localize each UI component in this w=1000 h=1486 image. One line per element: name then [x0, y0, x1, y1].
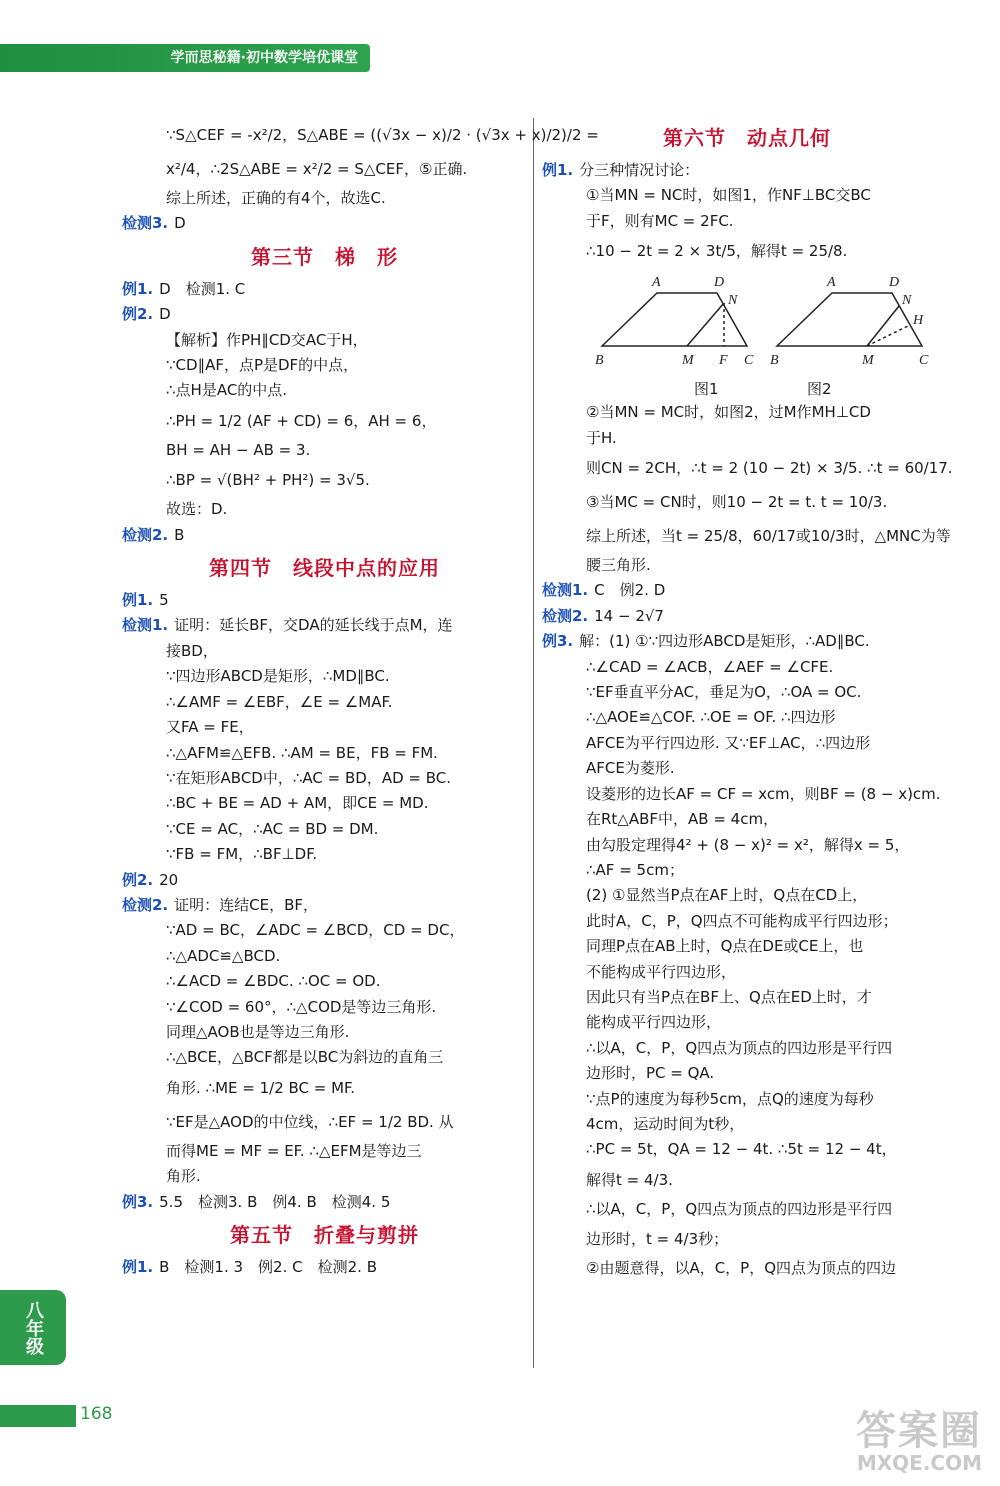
section-title: 第四节 线段中点的应用: [209, 556, 440, 581]
line-text: ∴∠CAD = ∠ACB，∠AEF = ∠CFE.: [586, 657, 834, 676]
line-text: 又FA = FE，: [166, 718, 254, 737]
text-line: [542, 731, 952, 756]
watermark-logo-text: 答案圈: [856, 1408, 982, 1454]
line-text: ∵CE = AC，∴AC = BD = DM.: [166, 819, 379, 838]
figure-2: [777, 293, 922, 346]
line-text: AFCE为菱形.: [586, 759, 675, 778]
left-column: [122, 118, 599, 1280]
text-line: [542, 909, 952, 934]
text-line: [542, 183, 952, 208]
text-line: [122, 995, 527, 1020]
text-line: [122, 404, 527, 438]
text-line: [122, 497, 527, 522]
fig2-label-b: B: [770, 353, 779, 369]
line-text: 证明：连结CE，BF，: [174, 895, 319, 914]
line-text: D 检测1. C: [159, 279, 246, 298]
text-line: [122, 1071, 527, 1105]
text-line: [542, 705, 952, 730]
watermark: [812, 1410, 982, 1480]
fig1-label-c: C: [744, 353, 754, 369]
line-text: 14 − 2√7: [594, 606, 664, 625]
line-text: 边形时，t = 4/3秒；: [586, 1230, 729, 1249]
line-text: ∴AF = 5cm；: [586, 860, 684, 879]
line-text: 设菱形的边长AF = CF = xcm，则BF = (8 − x)cm.: [586, 784, 941, 803]
footer-bar: [0, 1405, 76, 1427]
text-line: [122, 438, 527, 463]
series-header: 学而思秘籍·初中数学培优课堂: [0, 44, 370, 72]
fig2-label-a: A: [827, 275, 836, 291]
text-line: [122, 1255, 527, 1280]
text-line: [122, 523, 527, 548]
text-line: [122, 1164, 527, 1189]
text-line: [542, 629, 952, 654]
line-text: 同理P点在AB上时，Q点在DE或CE上，也: [586, 937, 864, 956]
line-text: ②由题意得，以A，C，P，Q四点为顶点的四边: [586, 1259, 897, 1278]
text-line: [122, 328, 527, 353]
text-line: [122, 868, 527, 893]
text-line: [542, 1010, 952, 1035]
line-text: 角形.: [166, 1167, 201, 1186]
text-line: [542, 960, 952, 985]
line-text: 5.5 检测3. B 例4. B 检测4. 5: [159, 1192, 391, 1211]
fig2-label-n: N: [902, 293, 912, 309]
text-line: [542, 833, 952, 858]
line-text: 证明：延长BF，交DA的延长线于点M，连: [174, 616, 453, 635]
line-text: ∴△ADC≌△BCD.: [166, 946, 281, 965]
text-line: [122, 1139, 527, 1164]
line-text: ③当MC = CN时，则10 − 2t = t. t = 10/3.: [586, 493, 888, 512]
caption-figure-2: 图2: [807, 380, 832, 399]
question-label: 例1.: [122, 279, 154, 298]
text-line: [542, 426, 952, 451]
text-line: [122, 969, 527, 994]
line-text: ∵四边形ABCD是矩形，∴MD∥BC.: [166, 667, 390, 686]
text-line: [542, 578, 952, 603]
line-text: ∵FB = FM，∴BF⊥DF.: [166, 845, 318, 864]
text-line: [542, 400, 952, 425]
line-text: 20: [159, 870, 179, 889]
line-text: ∴BC + BE = AD + AM，即CE = MD.: [166, 794, 429, 813]
text-line: [122, 1020, 527, 1045]
line-text: 综上所述，当t = 25/8，60/17或10/3时，△MNC为等: [586, 527, 951, 546]
text-line: [542, 209, 952, 234]
line-text: D: [159, 305, 171, 324]
line-text: 于H.: [586, 428, 617, 447]
text-line: [122, 741, 527, 766]
text-line: [542, 807, 952, 832]
text-line: [122, 639, 527, 664]
text-line: [542, 985, 952, 1010]
question-label: 例3.: [542, 632, 574, 651]
line-text: 不能构成平行四边形，: [586, 962, 737, 981]
line-text: ∴BP = √(BH² + PH²) = 3√5.: [166, 471, 370, 490]
line-text: ∵在矩形ABCD中，∴AC = BD，AD = BC.: [166, 768, 452, 787]
line-text: ∴∠ACD = ∠BDC. ∴OC = OD.: [166, 972, 381, 991]
question-label: 例2.: [122, 305, 154, 324]
fig1-label-f: F: [719, 353, 728, 369]
line-text: 综上所述，正确的有4个，故选C.: [166, 189, 386, 207]
question-label: 例1.: [122, 591, 154, 610]
line-text: 故选：D.: [166, 500, 228, 519]
fig2-label-d: D: [889, 275, 900, 291]
line-text: 角形. ∴ME = 1/2 BC = MF.: [166, 1078, 356, 1097]
line-text: 解得t = 4/3.: [586, 1170, 673, 1189]
text-line: [542, 451, 952, 485]
fig2-label-m: M: [862, 353, 874, 369]
fig1-label-d: D: [714, 275, 725, 291]
question-label: 检测3.: [122, 214, 169, 233]
line-text: 腰三角形.: [586, 556, 651, 575]
question-label: 检测1.: [122, 616, 169, 635]
line-text: 因此只有当P点在BF上、Q点在ED上时，才: [586, 987, 872, 1006]
text-line: [122, 944, 527, 969]
text-line: [122, 766, 527, 791]
fig2-segment-mn: [867, 306, 899, 346]
question-label: 检测1.: [542, 581, 589, 600]
text-line: [122, 842, 527, 867]
fig1-label-n: N: [728, 293, 738, 309]
line-text: 边形时，PC = QA.: [586, 1064, 715, 1083]
line-text: ∵点P的速度为每秒5cm，点Q的速度为每秒: [586, 1089, 874, 1108]
fig1-segment-mn: [687, 303, 724, 346]
text-line: [122, 893, 527, 918]
text-line: [542, 519, 952, 553]
text-line: [542, 485, 952, 519]
fig1-label-a: A: [652, 275, 661, 291]
text-line: [122, 715, 527, 740]
text-line: [122, 378, 527, 403]
line-text: ①当MN = NC时，如图1，作NF⊥BC交BC: [586, 186, 871, 205]
text-line: [542, 1061, 952, 1086]
line-text: 能构成平行四边形，: [586, 1013, 722, 1032]
line-text: ∵EF垂直平分AC，垂足为O，∴OA = OC.: [586, 683, 862, 702]
line-text: 分三种情况讨论：: [579, 161, 700, 179]
text-line: [542, 1163, 952, 1197]
line-text: (2) ①显然当P点在AF上时，Q点在CD上，: [586, 886, 868, 905]
text-line: [122, 211, 527, 236]
text-line: [542, 1137, 952, 1162]
line-text: 【解析】作PH∥CD交AC于H，: [166, 330, 368, 349]
text-line: [122, 463, 527, 497]
fig1-trapezoid: [602, 293, 747, 346]
line-text: ∴10 − 2t = 2 × 3t/5，解得t = 25/8.: [586, 242, 848, 261]
fig2-segment-mh: [867, 325, 910, 346]
text-line: [122, 118, 599, 152]
text-line: [542, 604, 952, 629]
text-line: [122, 277, 527, 302]
text-line: [122, 791, 527, 816]
text-line: [542, 756, 952, 781]
question-label: 例1.: [542, 161, 574, 179]
question-label: 检测2.: [122, 895, 169, 914]
right-lines-after-figure: [542, 400, 952, 1281]
text-line: [542, 782, 952, 807]
text-line: [122, 302, 527, 327]
fig2-trapezoid: [777, 293, 922, 346]
text-line: [542, 1036, 952, 1061]
line-text: 接BD，: [166, 641, 218, 660]
text-line: [122, 1190, 527, 1215]
line-text: C 例2. D: [594, 581, 666, 600]
line-text: ∵CD∥AF，点P是DF的中点，: [166, 356, 359, 375]
line-text: AFCE为平行四边形. 又∵EF⊥AC，∴四边形: [586, 733, 871, 752]
text-line: [122, 690, 527, 715]
line-text: 而得ME = MF = EF. ∴△EFM是等边三: [166, 1141, 422, 1160]
line-text: ∵∠COD = 60°，∴△COD是等边三角形.: [166, 997, 437, 1016]
line-text: ∴△AFM≌△EFB. ∴AM = BE，FB = FM.: [166, 743, 438, 762]
line-text: ∴点H是AC的中点.: [166, 381, 288, 400]
line-text: ∵AD = BC，∠ADC = ∠BCD，CD = DC，: [166, 921, 465, 940]
line-text: 5: [159, 591, 169, 610]
fig1-label-b: B: [595, 353, 604, 369]
fig2-label-h: H: [913, 313, 924, 329]
question-label: 检测2.: [542, 606, 589, 625]
line-text: ∴以A，C，P，Q四点为顶点的四边形是平行四: [586, 1199, 893, 1218]
grade-tab: 八年级: [0, 1290, 66, 1365]
line-text: ②当MN = MC时，如图2，过M作MH⊥CD: [586, 403, 871, 422]
text-line: [122, 588, 527, 613]
question-label: 例3.: [122, 1192, 154, 1211]
column-divider: [533, 118, 534, 1368]
line-text: 解：(1) ①∵四边形ABCD是矩形，∴AD∥BC.: [579, 632, 870, 651]
line-text: B: [174, 525, 185, 544]
section-title: 第三节 梯 形: [251, 244, 398, 269]
text-line: [122, 186, 527, 211]
figure-1: [602, 293, 747, 346]
fig2-label-c: C: [919, 353, 929, 369]
text-line: [542, 655, 952, 680]
line-text: ∵S△CEF = -x²/2，S△ABE = ((√3x − x)/2 · (√3x + x)/2)/2 =: [166, 126, 599, 144]
line-text: ∵EF是△AOD的中位线，∴EF = 1/2 BD. 从: [166, 1112, 454, 1131]
text-line: [122, 613, 527, 638]
line-text: D: [174, 214, 186, 233]
trapezoid-figures: [542, 268, 952, 378]
section-title: 第五节 折叠与剪拼: [230, 1223, 419, 1247]
text-line: [122, 664, 527, 689]
text-line: [542, 1112, 952, 1137]
page-number: 168: [80, 1404, 113, 1424]
line-text: B 检测1. 3 例2. C 检测2. B: [159, 1258, 377, 1276]
fig1-label-m: M: [682, 353, 694, 369]
question-label: 检测2.: [122, 525, 169, 544]
text-line: [122, 152, 527, 186]
text-line: [122, 1105, 527, 1139]
text-line: [542, 1087, 952, 1112]
line-text: 在Rt△ABF中，AB = 4cm，: [586, 810, 779, 829]
watermark-url: MXQE.COM: [856, 1451, 982, 1475]
line-text: ∴PH = 1/2 (AF + CD) = 6，AH = 6，: [166, 411, 437, 430]
text-line: [542, 1256, 952, 1281]
line-text: 同理△AOB也是等边三角形.: [166, 1022, 350, 1041]
text-line: [542, 1197, 952, 1222]
text-line: [122, 1045, 527, 1070]
text-line: [542, 158, 952, 183]
question-label: 例2.: [122, 870, 154, 889]
right-lines-before-figure: [542, 158, 952, 268]
line-text: ∴PC = 5t，QA = 12 − 4t. ∴5t = 12 − 4t，: [586, 1140, 897, 1159]
line-text: ∴△BCE，△BCF都是以BC为斜边的直角三: [166, 1048, 444, 1067]
text-line: [122, 817, 527, 842]
line-text: ∴以A，C，P，Q四点为顶点的四边形是平行四: [586, 1038, 893, 1057]
line-text: 由勾股定理得4² + (8 − x)² = x²，解得x = 5，: [586, 835, 910, 854]
caption-figure-1: 图1: [694, 380, 719, 399]
line-text: ∴∠AMF = ∠EBF，∠E = ∠MAF.: [166, 692, 393, 711]
line-text: x²/4，∴2S△ABE = x²/2 = S△CEF，⑤正确.: [166, 160, 468, 178]
question-label: 例1.: [122, 1258, 154, 1276]
line-text: 4cm，运动时间为t秒，: [586, 1114, 745, 1133]
line-text: 则CN = 2CH，∴t = 2 (10 − 2t) × 3/5. ∴t = 60/17.: [586, 459, 953, 478]
text-line: [542, 1222, 952, 1256]
text-line: [542, 858, 952, 883]
line-text: 此时A，C，P，Q四点不可能构成平行四边形；: [586, 911, 898, 930]
line-text: BH = AH − AB = 3.: [166, 440, 311, 459]
text-line: [542, 934, 952, 959]
figure-captions: [542, 378, 952, 400]
trapezoid-figures-svg: [582, 268, 932, 378]
section-title: 第六节 动点几何: [663, 126, 831, 150]
text-line: [542, 883, 952, 908]
line-text: ∴△AOE≌△COF. ∴OE = OF. ∴四边形: [586, 708, 836, 727]
text-line: [542, 680, 952, 705]
text-line: [122, 353, 527, 378]
text-line: [542, 553, 952, 578]
text-line: [122, 918, 527, 943]
text-line: [542, 234, 952, 268]
line-text: 于F，则有MC = 2FC.: [586, 211, 734, 230]
right-column: [542, 118, 952, 1282]
